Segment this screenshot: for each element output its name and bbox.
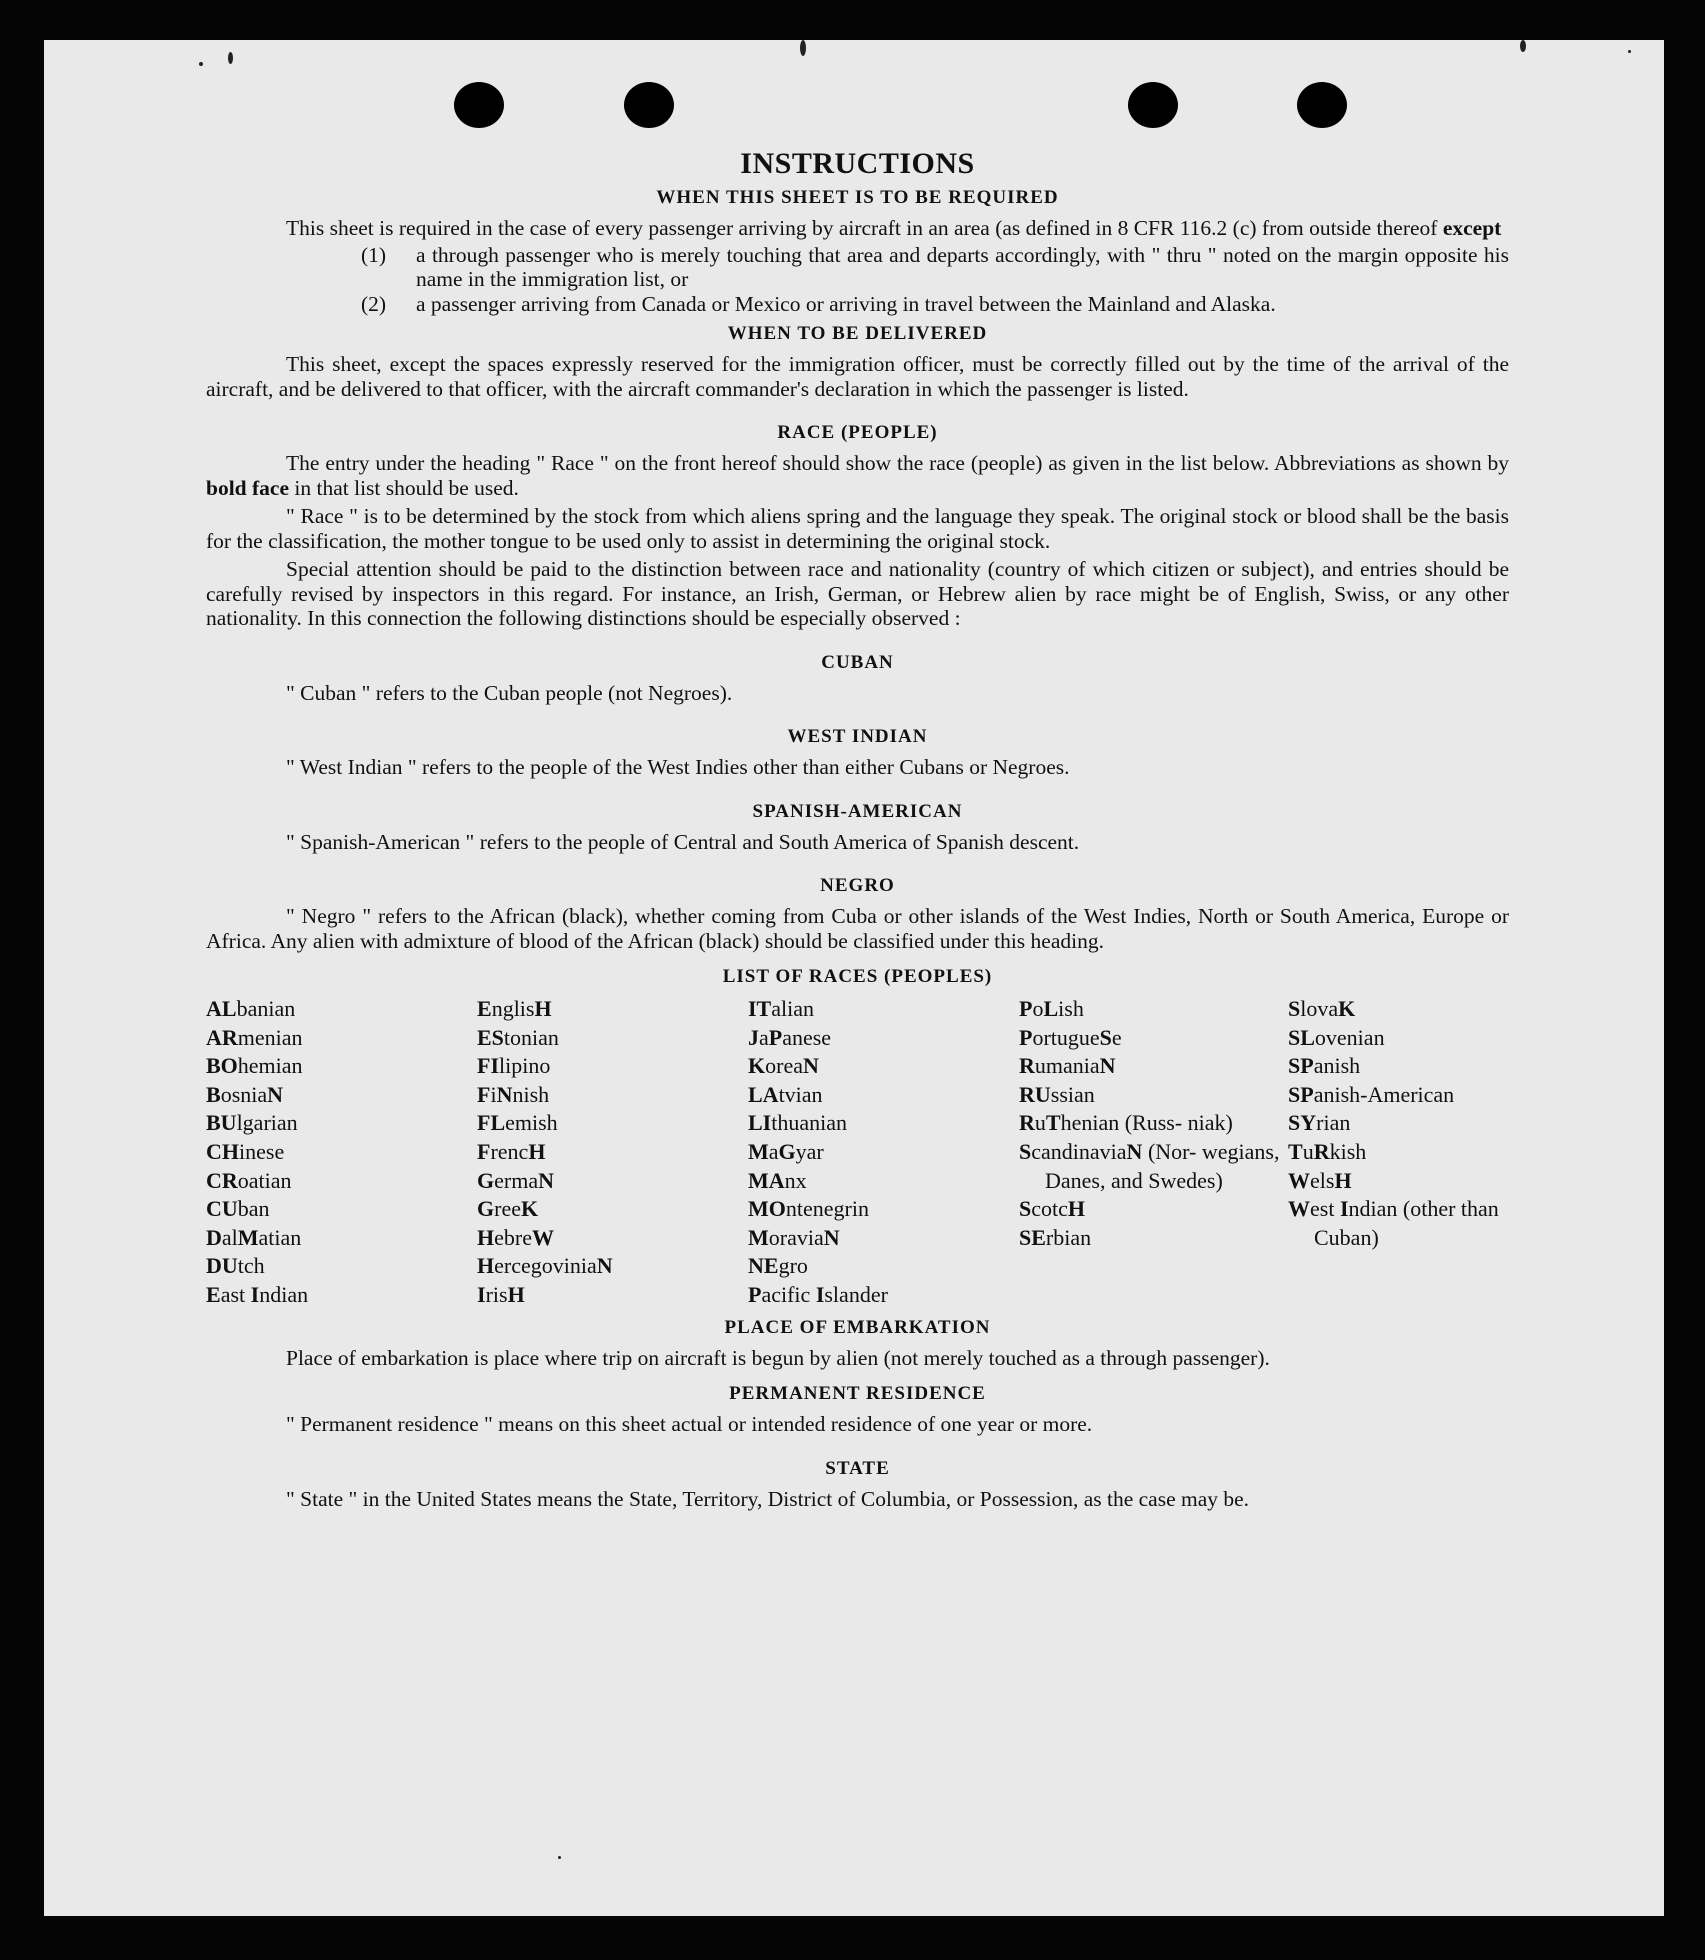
- race-entry: CUban: [206, 1196, 270, 1222]
- race-entry: ARmenian: [206, 1024, 303, 1050]
- ink-speck: [800, 40, 806, 56]
- race-entry: TuRkish: [1288, 1138, 1367, 1164]
- race-entry: KoreaN: [748, 1053, 819, 1079]
- instructions-body: [206, 146, 1509, 1511]
- race-entry: FIlipino: [477, 1053, 551, 1079]
- ink-speck: [558, 1856, 561, 1859]
- spanish-american-text: " Spanish-American " refers to the people of Central and South America of Spanish descent.: [286, 829, 1080, 854]
- race-entry: NEgro: [748, 1253, 808, 1279]
- race-entry: SLovenian: [1288, 1024, 1385, 1050]
- races-column: [206, 995, 477, 1310]
- race-entry: ITalian: [748, 996, 815, 1021]
- race-paragraph-1: The entry under the heading " Race " on the front hereof should show the race (people) as given in the list below. Abbreviations as shown by bold face in that list should be used.: [206, 451, 1509, 500]
- race-entry: FrencH: [477, 1138, 546, 1164]
- document-page: [44, 40, 1664, 1916]
- race-entry: SlovaK: [1288, 996, 1356, 1021]
- state-text: " State " in the United States means the State, Territory, District of Columbia, or Possession, as the case may be.: [286, 1486, 1250, 1511]
- races-list: [206, 995, 1509, 1310]
- race-entry: LIthuanian: [748, 1110, 848, 1136]
- race-entry: West Indian (other than Cuban): [1288, 1196, 1499, 1250]
- races-column: [477, 995, 748, 1310]
- race-entry: SYrian: [1288, 1110, 1351, 1136]
- exception-number: (1): [361, 242, 387, 267]
- race-entry: WelsH: [1288, 1167, 1352, 1193]
- race-entry: DalMatian: [206, 1224, 302, 1250]
- race-paragraph-3: Special attention should be paid to the distinction between race and nationality (country of which citizen or subject), and entries should be carefully revised by inspectors in this regard. For instance, an Irish, German, or Hebrew alien by race might be of English, Swiss, or any other nationality. In this connection the following distinctions should be especially observed :: [206, 557, 1509, 630]
- race-entry: East Indian: [206, 1281, 309, 1307]
- race-entry: GermaN: [477, 1167, 554, 1193]
- race-entry: HercegoviniaN: [477, 1253, 613, 1279]
- page-title: INSTRUCTIONS: [740, 147, 975, 180]
- race-entry: PortugueSe: [1019, 1024, 1122, 1050]
- race-entry: HebreW: [477, 1224, 554, 1250]
- when-delivered-text: This sheet, except the spaces expressly reserved for the immigration officer, must be correctly filled out by the time of the arrival of the aircraft, and be delivered to that officer, with the aircraft commander's declaration in which the passenger is listed.: [206, 352, 1509, 401]
- section-heading-when-delivered: WHEN TO BE DELIVERED: [727, 323, 988, 344]
- race-entry: SErbian: [1019, 1224, 1092, 1250]
- race-entry: BOhemian: [206, 1053, 303, 1079]
- race-entry: DUtch: [206, 1253, 265, 1279]
- race-entry: RUssian: [1019, 1081, 1095, 1107]
- race-entry: Pacific Islander: [748, 1281, 888, 1307]
- race-entry: FiNnish: [477, 1081, 550, 1107]
- race-entry: PoLish: [1019, 996, 1084, 1021]
- race-entry: RumaniaN: [1019, 1053, 1116, 1079]
- race-entry: MAnx: [748, 1167, 807, 1193]
- race-entry: ScotcH: [1019, 1196, 1086, 1222]
- race-entry: CRoatian: [206, 1167, 292, 1193]
- ink-speck: [1628, 50, 1631, 53]
- race-entry: MOntenegrin: [748, 1196, 869, 1222]
- exception-number: (2): [361, 291, 387, 316]
- race-entry: FLemish: [477, 1110, 558, 1136]
- exception-item: [361, 292, 1509, 317]
- section-heading-spanish-american: SPANISH-AMERICAN: [752, 800, 963, 822]
- when-required-intro: This sheet is required in the case of every passenger arriving by aircraft in an area (as defined in 8 CFR 116.2 (c) from outside thereof except: [286, 216, 1502, 240]
- except-emphasis: except: [1442, 216, 1502, 240]
- race-entry: JaPanese: [748, 1024, 832, 1050]
- race-entry: CHinese: [206, 1138, 285, 1164]
- ink-speck: [1520, 40, 1526, 52]
- section-heading-race: RACE (PEOPLE): [777, 422, 938, 443]
- bold-face-emphasis: bold face: [206, 475, 290, 500]
- punch-hole: [1128, 82, 1178, 128]
- ink-speck: [228, 52, 233, 64]
- embarkation-text: Place of embarkation is place where trip on aircraft is begun by alien (not merely touched as a through passenger).: [286, 1345, 1270, 1370]
- race-entry: RuThenian (Russ- niak): [1019, 1110, 1233, 1136]
- race-entry: EStonian: [477, 1024, 559, 1050]
- race-entry: EnglisH: [477, 996, 552, 1021]
- races-column: [1019, 995, 1288, 1310]
- section-heading-negro: NEGRO: [820, 875, 895, 896]
- section-heading-state: STATE: [825, 1457, 890, 1479]
- section-heading-west-indian: WEST INDIAN: [787, 726, 928, 747]
- exception-text: a passenger arriving from Canada or Mexico or arriving in travel between the Mainland and Alaska.: [416, 291, 1276, 316]
- section-heading-when-required: WHEN THIS SHEET IS TO BE REQUIRED: [656, 187, 1059, 208]
- race-entry: IrisH: [477, 1281, 525, 1307]
- negro-text: " Negro " refers to the African (black), whether coming from Cuba or other islands of the West Indies, North or South America, Europe or Africa. Any alien with admixture of blood of the African (black) should be classified under this heading.: [206, 904, 1509, 953]
- ink-speck: [199, 62, 203, 66]
- race-entry: BosniaN: [206, 1081, 284, 1107]
- section-heading-cuban: CUBAN: [821, 651, 894, 673]
- race-entry: LAtvian: [748, 1081, 823, 1107]
- race-entry: BUlgarian: [206, 1110, 298, 1136]
- race-entry: ScandinaviaN (Nor- wegians, Danes, and Swedes): [1019, 1138, 1280, 1193]
- exception-item: [361, 243, 1509, 292]
- races-column: [748, 995, 1019, 1310]
- race-paragraph-2: " Race " is to be determined by the stock from which aliens spring and the language they speak. The original stock or blood shall be the basis for the classification, the mother tongue to be used only to assist in determining the original stock.: [206, 504, 1509, 553]
- permanent-residence-text: " Permanent residence " means on this sheet actual or intended residence of one year or more.: [286, 1412, 1093, 1437]
- exception-text: a through passenger who is merely touching that area and departs accordingly, with " thru " noted on the margin opposite his name in the immigration list, or: [416, 242, 1509, 291]
- race-entry: SPanish: [1288, 1053, 1361, 1079]
- punch-hole: [1297, 82, 1347, 128]
- exceptions-list: [361, 243, 1509, 317]
- west-indian-text: " West Indian " refers to the people of the West Indies other than either Cubans or Negroes.: [286, 755, 1070, 779]
- race-entry: GreeK: [477, 1196, 539, 1222]
- section-heading-races-list: LIST OF RACES (PEOPLES): [722, 966, 993, 987]
- cuban-text: " Cuban " refers to the Cuban people (not Negroes).: [286, 680, 733, 705]
- race-entry: ALbanian: [206, 996, 296, 1021]
- race-entry: MaGyar: [748, 1138, 824, 1164]
- punch-hole: [454, 82, 504, 128]
- punch-hole: [624, 82, 674, 128]
- race-entry: MoraviaN: [748, 1224, 840, 1250]
- race-entry: SPanish-American: [1288, 1081, 1455, 1107]
- section-heading-embarkation: PLACE OF EMBARKATION: [724, 1316, 991, 1338]
- section-heading-permanent-residence: PERMANENT RESIDENCE: [729, 1383, 986, 1405]
- races-column: [1288, 995, 1509, 1310]
